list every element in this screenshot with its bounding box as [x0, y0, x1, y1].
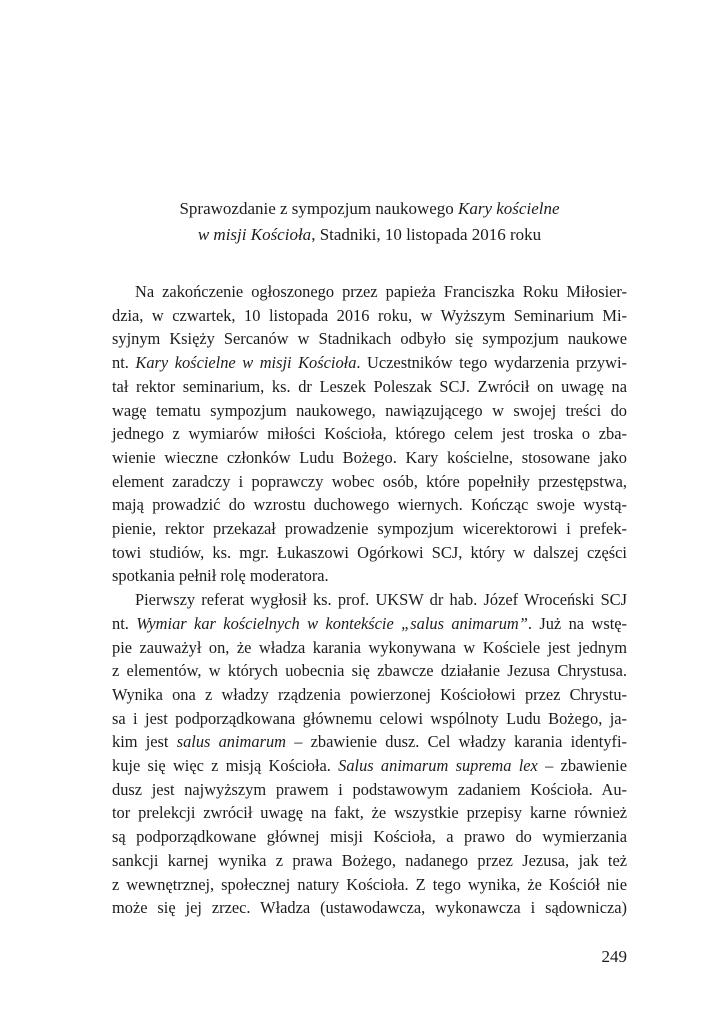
document-page	[112, 196, 627, 920]
text-run: Wynika ona z władzy rządzenia powierzonej Kościołowi przez Chrystu-	[112, 684, 627, 704]
report-title	[112, 196, 627, 248]
text-run: – zbawienie dusz. Cel władzy karania identyfi-	[286, 732, 628, 752]
text-line	[112, 849, 627, 873]
paragraph	[112, 280, 627, 588]
text-line	[112, 659, 627, 683]
text-run: nt.	[112, 353, 136, 373]
text-line	[112, 825, 627, 849]
text-run: . Już na wstę-	[527, 613, 627, 633]
text-run: są podporządkowane głównej misji Kościoła, a prawo do wymierzania	[112, 827, 627, 847]
text-line	[112, 446, 627, 470]
text-line	[112, 683, 627, 707]
text-line	[112, 564, 627, 588]
text-run: dzia, w czwartek, 10 listopada 2016 roku, w Wyższym Seminarium Mi-	[112, 305, 627, 325]
text-line	[112, 351, 627, 375]
text-run: element zaradczy i poprawczy wobec osób, które popełniły przestępstwa,	[112, 471, 627, 491]
text-line	[112, 399, 627, 423]
text-run: syjnym Księży Sercanów w Stadnikach odbyło się sympozjum naukowe	[112, 329, 627, 349]
text-line	[112, 636, 627, 660]
text-run: kim jest	[112, 732, 177, 752]
text-line	[112, 327, 627, 351]
text-run: towi studiów, ks. mgr. Łukaszowi Ogórkowi SCJ, który w dalszej części	[112, 542, 627, 562]
title-italic: Kary kościelne	[458, 199, 560, 218]
text-run: z elementów, w których uobecnia się zbawcze działanie Jezusa Chrystusa.	[112, 661, 627, 681]
text-line	[112, 612, 627, 636]
text-line	[112, 778, 627, 802]
text-line	[112, 873, 627, 897]
text-line	[112, 801, 627, 825]
text-line	[112, 422, 627, 446]
page-number: 249	[601, 947, 627, 966]
text-run: tor prelekcji zwrócił uwagę na fakt, że wszystkie przepisy karne również	[112, 803, 627, 823]
text-run: – zbawienie	[537, 756, 627, 776]
text-run: wagę tematu sympozjum naukowego, nawiązującego w swojej treści do	[112, 400, 627, 420]
text-run: wienie wieczne członków Ludu Bożego. Kary kościelne, stosowane jako	[112, 447, 627, 467]
report-body	[112, 280, 627, 920]
title-line-2	[112, 222, 627, 248]
italic-text: Wymiar kar kościelnych w kontekście „salus animarum”	[136, 613, 528, 633]
text-line	[112, 588, 627, 612]
text-line	[112, 896, 627, 920]
text-line	[112, 280, 627, 304]
italic-text: salus animarum	[176, 732, 286, 752]
title-italic: w misji Kościoła	[197, 225, 312, 244]
text-line	[112, 517, 627, 541]
italic-text: Kary kościelne w misji Kościoła	[135, 353, 357, 373]
text-run: nt.	[112, 613, 137, 633]
text-run: sa i jest podporządkowana głównemu celowi wspólnoty Ludu Bożego, ja-	[112, 708, 627, 728]
text-run: . Uczestników tego wydarzenia przywi-	[356, 353, 627, 373]
text-line	[112, 470, 627, 494]
text-line	[112, 304, 627, 328]
text-line	[112, 730, 627, 754]
text-line	[112, 707, 627, 731]
italic-text: Salus animarum suprema lex	[338, 756, 538, 776]
text-line	[112, 493, 627, 517]
title-text: Sprawozdanie z sympozjum naukowego	[179, 199, 459, 218]
title-text: , Stadniki, 10 listopada 2016 roku	[311, 225, 542, 244]
text-run: sankcji karnej wynika z prawa Bożego, nadanego przez Jezusa, jak też	[112, 850, 627, 870]
text-run: jednego z wymiarów miłości Kościoła, którego celem jest troska o zba-	[112, 424, 627, 444]
text-run: pienie, rektor przekazał prowadzenie sympozjum wicerektorowi i prefek-	[112, 519, 627, 539]
text-run: pie zauważył on, że władza karania wykonywana w Kościele jest jednym	[112, 637, 627, 657]
text-line	[112, 754, 627, 778]
text-run: dusz jest najwyższym prawem i podstawowym zadaniem Kościoła. Au-	[112, 779, 627, 799]
text-run: Na zakończenie ogłoszonego przez papieża Franciszka Roku Miłosier-	[135, 282, 627, 301]
text-line	[112, 375, 627, 399]
text-line	[112, 541, 627, 565]
text-run: tał rektor seminarium, ks. dr Leszek Poleszak SCJ. Zwrócił on uwagę na	[112, 376, 627, 396]
title-line-1	[112, 196, 627, 222]
paragraph	[112, 588, 627, 920]
text-run: spotkania pełnił rolę moderatora.	[112, 566, 329, 586]
text-run: mają prowadzić do wzrostu duchowego wiernych. Kończąc swoje wystą-	[112, 495, 627, 515]
text-run: może się jej zrzec. Władza (ustawodawcza, wykonawcza i sądownicza)	[112, 898, 627, 918]
text-run: z wewnętrznej, społecznej natury Kościoła. Z tego wynika, że Kościół nie	[112, 874, 627, 894]
text-run: kuje się więc z misją Kościoła.	[112, 756, 339, 776]
text-run: Pierwszy referat wygłosił ks. prof. UKSW dr hab. Józef Wroceński SCJ	[135, 590, 627, 610]
